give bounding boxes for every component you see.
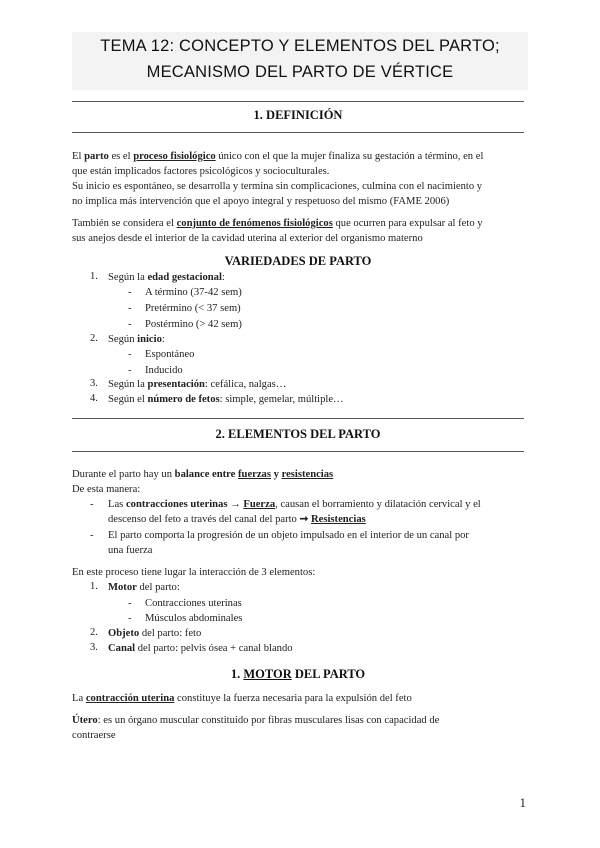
list-item: Objeto del parto: feto [108, 628, 202, 639]
list-number: 1. [90, 581, 98, 592]
dash-bullet: - [128, 287, 132, 298]
list-item: Pretérmino (< 37 sem) [145, 303, 241, 314]
section-heading-elementos: 2. ELEMENTOS DEL PARTO [215, 427, 381, 441]
paragraph-line: En este proceso tiene lugar la interacción de 3 elementos: [72, 567, 316, 578]
section-heading-variedades: VARIEDADES DE PARTO [224, 254, 372, 268]
bullet-line: Las contracciones uterinas → Fuerza, causan el borramiento y dilatación cervical y el [108, 499, 481, 510]
paragraph-line: Su inicio es espontáneo, se desarrolla y termina sin complicaciones, culmina con el nacimiento y [72, 181, 483, 192]
paragraph-line: Durante el parto hay un balance entre fuerzas y resistencias [72, 469, 334, 480]
list-item: Según la presentación: cefálica, nalgas… [108, 379, 287, 390]
bullet-line: El parto comporta la progresión de un objeto impulsado en el interior de un canal por [108, 530, 469, 541]
list-number: 4. [90, 393, 98, 404]
dash-bullet: - [90, 499, 94, 510]
divider [72, 132, 524, 133]
paragraph-line: Útero: es un órgano muscular constituido por fibras musculares lisas con capacidad de [72, 715, 440, 726]
divider [72, 418, 524, 419]
list-item: Postérmino (> 42 sem) [145, 319, 242, 330]
dash-bullet: - [128, 303, 132, 314]
list-number: 3. [90, 642, 98, 653]
list-item: Motor del parto: [108, 582, 180, 593]
paragraph-line: contraerse [72, 730, 116, 741]
paragraph-line: La contracción uterina constituye la fuerza necesaria para la expulsión del feto [72, 693, 412, 704]
list-number: 1. [90, 271, 98, 282]
divider [72, 101, 524, 102]
divider [72, 451, 524, 452]
paragraph-line: que están implicados factores psicológicos y socioculturales. [72, 166, 330, 177]
paragraph-line: El parto es el proceso fisiológico único con el que la mujer finaliza su gestación a término, en el [72, 151, 484, 162]
list-number: 3. [90, 378, 98, 389]
list-item: Según inicio: [108, 334, 165, 345]
list-number: 2. [90, 333, 98, 344]
section-heading-motor: 1. MOTOR DEL PARTO [230, 667, 366, 681]
page-number: 1 [519, 795, 526, 810]
list-item: Contracciones uterinas [145, 598, 242, 609]
dash-bullet: - [128, 365, 132, 376]
dash-bullet: - [90, 530, 94, 541]
paragraph-line: De esta manera: [72, 484, 141, 495]
bullet-line: una fuerza [108, 545, 153, 556]
paragraph-line: También se considera el conjunto de fenómenos fisiológicos que ocurren para expulsar al feto y [72, 218, 483, 229]
list-item: Músculos abdominales [145, 613, 243, 624]
list-item: Según el número de fetos: simple, gemelar, múltiple… [108, 394, 344, 405]
list-item: Espontáneo [145, 349, 195, 360]
section-heading-definicion: 1. DEFINICIÓN [253, 108, 343, 122]
list-item: Según la edad gestacional: [108, 272, 225, 283]
paragraph-line: sus anejos desde el interior de la cavidad uterina al exterior del organismo materno [72, 233, 423, 244]
dash-bullet: - [128, 598, 132, 609]
page-title-line-1: TEMA 12: CONCEPTO Y ELEMENTOS DEL PARTO; [100, 37, 500, 55]
bullet-line: descenso del feto a través del canal del parto ➞ Resistencias [108, 514, 366, 525]
list-item: Canal del parto: pelvis ósea + canal blando [108, 643, 293, 654]
list-number: 2. [90, 627, 98, 638]
list-item: Inducido [145, 365, 183, 376]
dash-bullet: - [128, 613, 132, 624]
list-item: A término (37-42 sem) [145, 287, 242, 298]
dash-bullet: - [128, 349, 132, 360]
dash-bullet: - [128, 319, 132, 330]
page-title-line-2: MECANISMO DEL PARTO DE VÉRTICE [146, 63, 454, 81]
paragraph-line: no implica más intervención que el apoyo integral y respetuoso del mismo (FAME 2006) [72, 196, 450, 207]
